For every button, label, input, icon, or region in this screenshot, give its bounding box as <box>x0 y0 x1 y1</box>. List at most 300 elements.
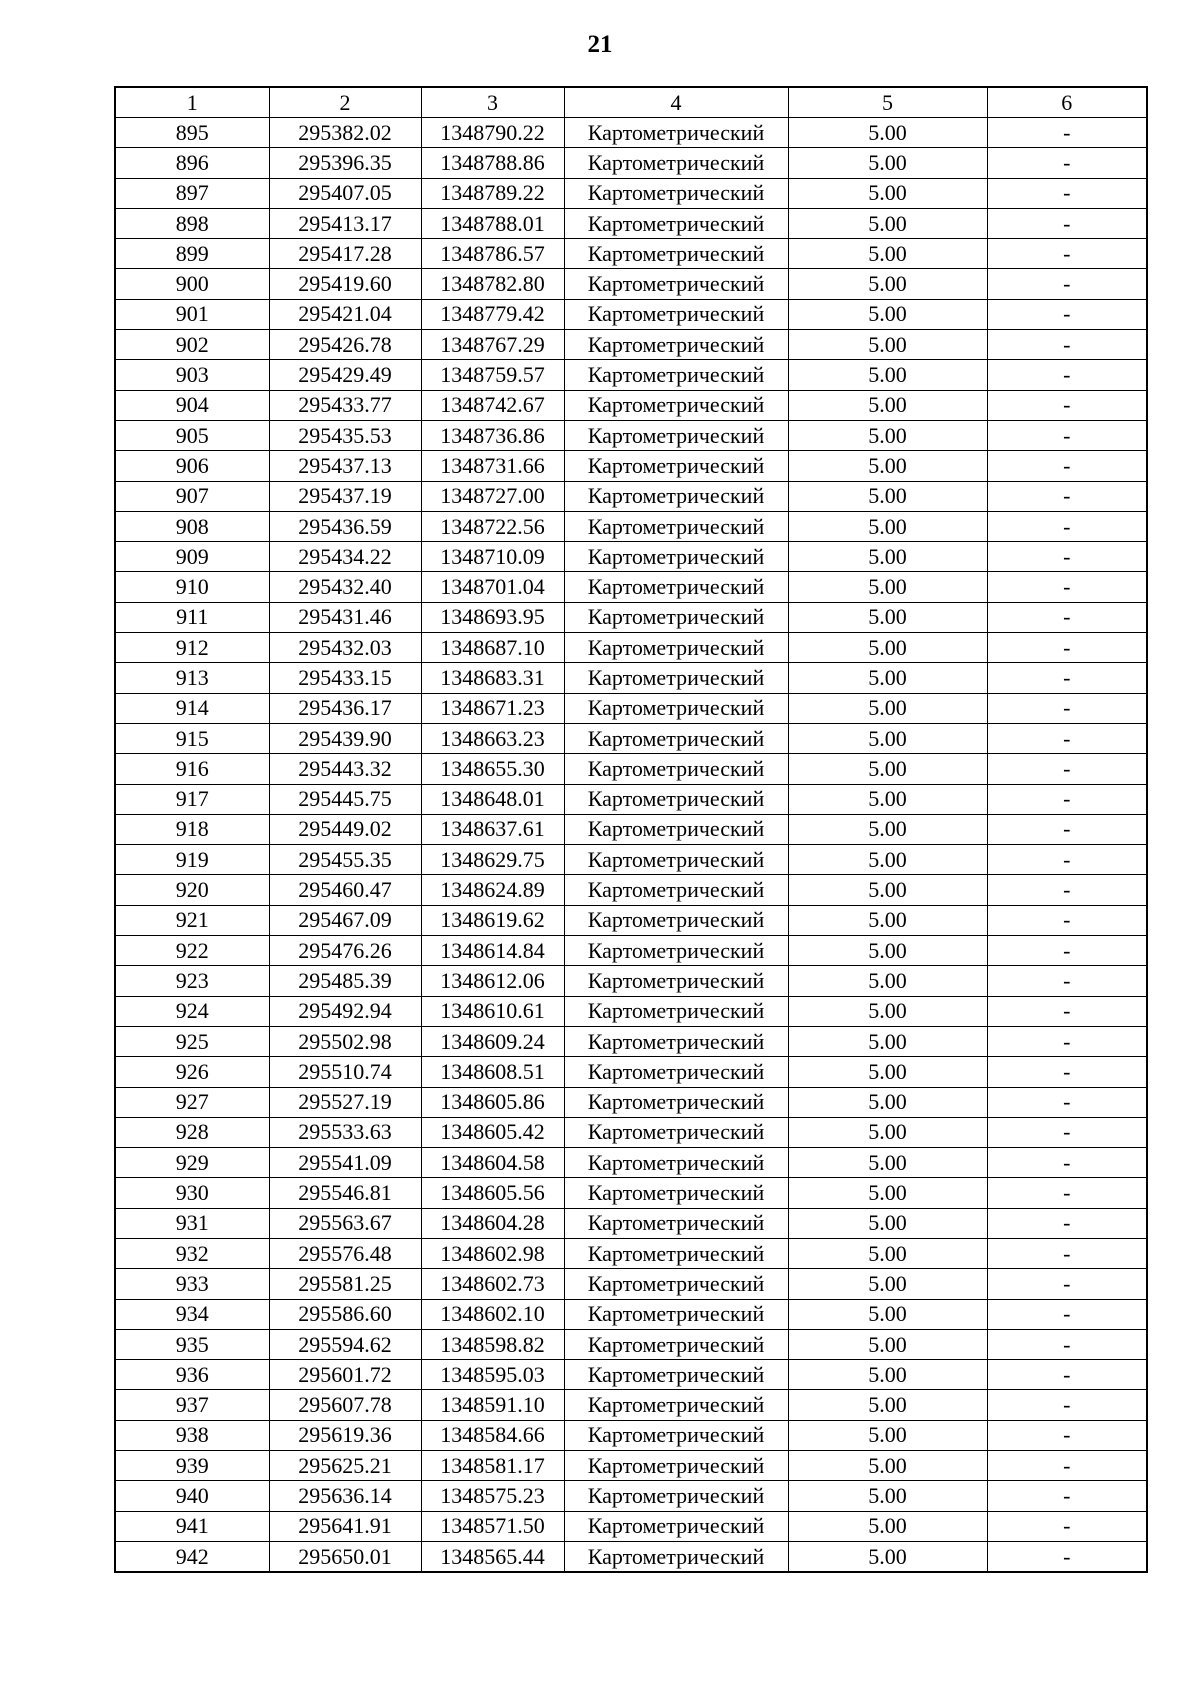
y-coordinate-cell: 1348565.44 <box>421 1541 564 1572</box>
point-number-cell: 905 <box>115 420 269 450</box>
point-number-cell: 931 <box>115 1208 269 1238</box>
table-row <box>115 996 1147 1026</box>
point-number-cell: 898 <box>115 208 269 238</box>
accuracy-cell: 5.00 <box>788 239 987 269</box>
point-number-cell: 908 <box>115 511 269 541</box>
y-coordinate-cell: 1348683.31 <box>421 663 564 693</box>
x-coordinate-cell: 295407.05 <box>269 178 421 208</box>
accuracy-cell: 5.00 <box>788 936 987 966</box>
x-coordinate-cell: 295449.02 <box>269 814 421 844</box>
y-coordinate-cell: 1348602.73 <box>421 1269 564 1299</box>
table-row <box>115 1269 1147 1299</box>
table-row <box>115 208 1147 238</box>
x-coordinate-cell: 295439.90 <box>269 723 421 753</box>
point-number-cell: 936 <box>115 1360 269 1390</box>
point-number-cell: 933 <box>115 1269 269 1299</box>
x-coordinate-cell: 295541.09 <box>269 1148 421 1178</box>
x-coordinate-cell: 295492.94 <box>269 996 421 1026</box>
x-coordinate-cell: 295426.78 <box>269 330 421 360</box>
x-coordinate-cell: 295435.53 <box>269 420 421 450</box>
note-cell: - <box>987 1238 1147 1268</box>
method-cell: Картометрический <box>564 1057 788 1087</box>
y-coordinate-cell: 1348779.42 <box>421 299 564 329</box>
x-coordinate-cell: 295502.98 <box>269 1026 421 1056</box>
point-number-cell: 923 <box>115 966 269 996</box>
table-row <box>115 754 1147 784</box>
point-number-cell: 942 <box>115 1541 269 1572</box>
table-row <box>115 966 1147 996</box>
accuracy-cell: 5.00 <box>788 148 987 178</box>
y-coordinate-cell: 1348782.80 <box>421 269 564 299</box>
y-coordinate-cell: 1348602.98 <box>421 1238 564 1268</box>
note-cell: - <box>987 1026 1147 1056</box>
table-row <box>115 511 1147 541</box>
x-coordinate-cell: 295433.15 <box>269 663 421 693</box>
y-coordinate-cell: 1348598.82 <box>421 1329 564 1359</box>
method-cell: Картометрический <box>564 1148 788 1178</box>
x-coordinate-cell: 295510.74 <box>269 1057 421 1087</box>
method-cell: Картометрический <box>564 269 788 299</box>
x-coordinate-cell: 295467.09 <box>269 905 421 935</box>
method-cell: Картометрический <box>564 754 788 784</box>
accuracy-cell: 5.00 <box>788 1208 987 1238</box>
point-number-cell: 938 <box>115 1420 269 1450</box>
method-cell: Картометрический <box>564 1178 788 1208</box>
table-row <box>115 1511 1147 1541</box>
note-cell: - <box>987 269 1147 299</box>
point-number-cell: 921 <box>115 905 269 935</box>
x-coordinate-cell: 295533.63 <box>269 1117 421 1147</box>
note-cell: - <box>987 1087 1147 1117</box>
x-coordinate-cell: 295619.36 <box>269 1420 421 1450</box>
y-coordinate-cell: 1348693.95 <box>421 602 564 632</box>
method-cell: Картометрический <box>564 178 788 208</box>
table-row <box>115 1057 1147 1087</box>
table-row <box>115 1451 1147 1481</box>
method-cell: Картометрический <box>564 1026 788 1056</box>
accuracy-cell: 5.00 <box>788 784 987 814</box>
point-number-cell: 902 <box>115 330 269 360</box>
x-coordinate-cell: 295460.47 <box>269 875 421 905</box>
y-coordinate-cell: 1348571.50 <box>421 1511 564 1541</box>
method-cell: Картометрический <box>564 481 788 511</box>
note-cell: - <box>987 239 1147 269</box>
note-cell: - <box>987 693 1147 723</box>
note-cell: - <box>987 1208 1147 1238</box>
method-cell: Картометрический <box>564 875 788 905</box>
x-coordinate-cell: 295436.59 <box>269 511 421 541</box>
x-coordinate-cell: 295527.19 <box>269 1087 421 1117</box>
table-row <box>115 602 1147 632</box>
y-coordinate-cell: 1348614.84 <box>421 936 564 966</box>
note-cell: - <box>987 1420 1147 1450</box>
note-cell: - <box>987 905 1147 935</box>
note-cell: - <box>987 966 1147 996</box>
y-coordinate-cell: 1348701.04 <box>421 572 564 602</box>
point-number-cell: 924 <box>115 996 269 1026</box>
y-coordinate-cell: 1348722.56 <box>421 511 564 541</box>
method-cell: Картометрический <box>564 572 788 602</box>
x-coordinate-cell: 295437.13 <box>269 451 421 481</box>
x-coordinate-cell: 295586.60 <box>269 1299 421 1329</box>
y-coordinate-cell: 1348610.61 <box>421 996 564 1026</box>
accuracy-cell: 5.00 <box>788 481 987 511</box>
accuracy-cell: 5.00 <box>788 754 987 784</box>
accuracy-cell: 5.00 <box>788 1026 987 1056</box>
x-coordinate-cell: 295382.02 <box>269 118 421 148</box>
accuracy-cell: 5.00 <box>788 996 987 1026</box>
accuracy-cell: 5.00 <box>788 966 987 996</box>
accuracy-cell: 5.00 <box>788 1420 987 1450</box>
table-row <box>115 1390 1147 1420</box>
method-cell: Картометрический <box>564 905 788 935</box>
x-coordinate-cell: 295417.28 <box>269 239 421 269</box>
method-cell: Картометрический <box>564 390 788 420</box>
table-row <box>115 239 1147 269</box>
method-cell: Картометрический <box>564 148 788 178</box>
accuracy-cell: 5.00 <box>788 390 987 420</box>
point-number-cell: 925 <box>115 1026 269 1056</box>
y-coordinate-cell: 1348788.01 <box>421 208 564 238</box>
point-number-cell: 927 <box>115 1087 269 1117</box>
point-number-cell: 910 <box>115 572 269 602</box>
method-cell: Картометрический <box>564 1238 788 1268</box>
note-cell: - <box>987 663 1147 693</box>
note-cell: - <box>987 1057 1147 1087</box>
method-cell: Картометрический <box>564 602 788 632</box>
accuracy-cell: 5.00 <box>788 420 987 450</box>
y-coordinate-cell: 1348581.17 <box>421 1451 564 1481</box>
method-cell: Картометрический <box>564 360 788 390</box>
y-coordinate-cell: 1348736.86 <box>421 420 564 450</box>
method-cell: Картометрический <box>564 1087 788 1117</box>
accuracy-cell: 5.00 <box>788 1117 987 1147</box>
x-coordinate-cell: 295429.49 <box>269 360 421 390</box>
point-number-cell: 928 <box>115 1117 269 1147</box>
point-number-cell: 906 <box>115 451 269 481</box>
table-row <box>115 1360 1147 1390</box>
point-number-cell: 929 <box>115 1148 269 1178</box>
table-row <box>115 723 1147 753</box>
table-row <box>115 1148 1147 1178</box>
table-row <box>115 936 1147 966</box>
accuracy-cell: 5.00 <box>788 1541 987 1572</box>
table-row <box>115 1541 1147 1572</box>
y-coordinate-cell: 1348731.66 <box>421 451 564 481</box>
note-cell: - <box>987 1299 1147 1329</box>
point-number-cell: 922 <box>115 936 269 966</box>
point-number-cell: 930 <box>115 1178 269 1208</box>
note-cell: - <box>987 1117 1147 1147</box>
accuracy-cell: 5.00 <box>788 905 987 935</box>
accuracy-cell: 5.00 <box>788 269 987 299</box>
note-cell: - <box>987 390 1147 420</box>
y-coordinate-cell: 1348619.62 <box>421 905 564 935</box>
method-cell: Картометрический <box>564 845 788 875</box>
accuracy-cell: 5.00 <box>788 1481 987 1511</box>
accuracy-cell: 5.00 <box>788 723 987 753</box>
column-header-2: 2 <box>269 87 421 118</box>
note-cell: - <box>987 451 1147 481</box>
table-row <box>115 663 1147 693</box>
method-cell: Картометрический <box>564 1511 788 1541</box>
table-row <box>115 451 1147 481</box>
x-coordinate-cell: 295485.39 <box>269 966 421 996</box>
note-cell: - <box>987 118 1147 148</box>
point-number-cell: 932 <box>115 1238 269 1268</box>
note-cell: - <box>987 996 1147 1026</box>
x-coordinate-cell: 295396.35 <box>269 148 421 178</box>
method-cell: Картометрический <box>564 814 788 844</box>
note-cell: - <box>987 1541 1147 1572</box>
point-number-cell: 941 <box>115 1511 269 1541</box>
x-coordinate-cell: 295432.03 <box>269 633 421 663</box>
accuracy-cell: 5.00 <box>788 330 987 360</box>
table-row <box>115 814 1147 844</box>
accuracy-cell: 5.00 <box>788 208 987 238</box>
accuracy-cell: 5.00 <box>788 663 987 693</box>
point-number-cell: 904 <box>115 390 269 420</box>
method-cell: Картометрический <box>564 936 788 966</box>
y-coordinate-cell: 1348767.29 <box>421 330 564 360</box>
accuracy-cell: 5.00 <box>788 1178 987 1208</box>
table-row <box>115 633 1147 663</box>
x-coordinate-cell: 295455.35 <box>269 845 421 875</box>
note-cell: - <box>987 784 1147 814</box>
point-number-cell: 913 <box>115 663 269 693</box>
accuracy-cell: 5.00 <box>788 360 987 390</box>
note-cell: - <box>987 845 1147 875</box>
x-coordinate-cell: 295421.04 <box>269 299 421 329</box>
method-cell: Картометрический <box>564 118 788 148</box>
method-cell: Картометрический <box>564 693 788 723</box>
table-row <box>115 148 1147 178</box>
table-row <box>115 572 1147 602</box>
note-cell: - <box>987 178 1147 208</box>
x-coordinate-cell: 295413.17 <box>269 208 421 238</box>
x-coordinate-cell: 295419.60 <box>269 269 421 299</box>
table-row <box>115 420 1147 450</box>
table-row <box>115 360 1147 390</box>
y-coordinate-cell: 1348604.58 <box>421 1148 564 1178</box>
point-number-cell: 895 <box>115 118 269 148</box>
method-cell: Картометрический <box>564 1451 788 1481</box>
x-coordinate-cell: 295594.62 <box>269 1329 421 1359</box>
table-row <box>115 269 1147 299</box>
x-coordinate-cell: 295563.67 <box>269 1208 421 1238</box>
note-cell: - <box>987 723 1147 753</box>
table-row <box>115 299 1147 329</box>
column-header-3: 3 <box>421 87 564 118</box>
y-coordinate-cell: 1348742.67 <box>421 390 564 420</box>
accuracy-cell: 5.00 <box>788 451 987 481</box>
table-row <box>115 845 1147 875</box>
note-cell: - <box>987 360 1147 390</box>
table-row <box>115 390 1147 420</box>
table-row <box>115 1208 1147 1238</box>
accuracy-cell: 5.00 <box>788 542 987 572</box>
accuracy-cell: 5.00 <box>788 1390 987 1420</box>
y-coordinate-cell: 1348608.51 <box>421 1057 564 1087</box>
note-cell: - <box>987 1148 1147 1178</box>
y-coordinate-cell: 1348671.23 <box>421 693 564 723</box>
note-cell: - <box>987 936 1147 966</box>
accuracy-cell: 5.00 <box>788 1511 987 1541</box>
note-cell: - <box>987 299 1147 329</box>
x-coordinate-cell: 295443.32 <box>269 754 421 784</box>
table-row <box>115 1087 1147 1117</box>
x-coordinate-cell: 295437.19 <box>269 481 421 511</box>
y-coordinate-cell: 1348687.10 <box>421 633 564 663</box>
method-cell: Картометрический <box>564 723 788 753</box>
column-header-6: 6 <box>987 87 1147 118</box>
point-number-cell: 917 <box>115 784 269 814</box>
y-coordinate-cell: 1348609.24 <box>421 1026 564 1056</box>
table-row <box>115 481 1147 511</box>
accuracy-cell: 5.00 <box>788 1057 987 1087</box>
accuracy-cell: 5.00 <box>788 602 987 632</box>
note-cell: - <box>987 542 1147 572</box>
y-coordinate-cell: 1348637.61 <box>421 814 564 844</box>
point-number-cell: 916 <box>115 754 269 784</box>
accuracy-cell: 5.00 <box>788 511 987 541</box>
accuracy-cell: 5.00 <box>788 299 987 329</box>
x-coordinate-cell: 295436.17 <box>269 693 421 723</box>
table-row <box>115 178 1147 208</box>
note-cell: - <box>987 633 1147 663</box>
y-coordinate-cell: 1348648.01 <box>421 784 564 814</box>
y-coordinate-cell: 1348759.57 <box>421 360 564 390</box>
method-cell: Картометрический <box>564 996 788 1026</box>
point-number-cell: 935 <box>115 1329 269 1359</box>
table-row <box>115 1026 1147 1056</box>
method-cell: Картометрический <box>564 784 788 814</box>
note-cell: - <box>987 208 1147 238</box>
table-row <box>115 875 1147 905</box>
x-coordinate-cell: 295650.01 <box>269 1541 421 1572</box>
note-cell: - <box>987 1360 1147 1390</box>
table-row <box>115 905 1147 935</box>
table-row <box>115 1329 1147 1359</box>
point-number-cell: 914 <box>115 693 269 723</box>
method-cell: Картометрический <box>564 1269 788 1299</box>
accuracy-cell: 5.00 <box>788 1148 987 1178</box>
y-coordinate-cell: 1348575.23 <box>421 1481 564 1511</box>
table-row <box>115 1420 1147 1450</box>
table-row <box>115 1238 1147 1268</box>
y-coordinate-cell: 1348604.28 <box>421 1208 564 1238</box>
point-number-cell: 896 <box>115 148 269 178</box>
point-number-cell: 900 <box>115 269 269 299</box>
table-row <box>115 1481 1147 1511</box>
y-coordinate-cell: 1348788.86 <box>421 148 564 178</box>
point-number-cell: 940 <box>115 1481 269 1511</box>
x-coordinate-cell: 295431.46 <box>269 602 421 632</box>
method-cell: Картометрический <box>564 451 788 481</box>
x-coordinate-cell: 295445.75 <box>269 784 421 814</box>
accuracy-cell: 5.00 <box>788 1299 987 1329</box>
header-row <box>115 87 1147 118</box>
accuracy-cell: 5.00 <box>788 814 987 844</box>
method-cell: Картометрический <box>564 1541 788 1572</box>
method-cell: Картометрический <box>564 299 788 329</box>
note-cell: - <box>987 814 1147 844</box>
point-number-cell: 907 <box>115 481 269 511</box>
note-cell: - <box>987 1329 1147 1359</box>
y-coordinate-cell: 1348595.03 <box>421 1360 564 1390</box>
y-coordinate-cell: 1348790.22 <box>421 118 564 148</box>
method-cell: Картометрический <box>564 1481 788 1511</box>
point-number-cell: 919 <box>115 845 269 875</box>
coordinates-table <box>114 86 1148 1573</box>
method-cell: Картометрический <box>564 1299 788 1329</box>
note-cell: - <box>987 1481 1147 1511</box>
method-cell: Картометрический <box>564 1117 788 1147</box>
column-header-1: 1 <box>115 87 269 118</box>
method-cell: Картометрический <box>564 1208 788 1238</box>
method-cell: Картометрический <box>564 633 788 663</box>
y-coordinate-cell: 1348789.22 <box>421 178 564 208</box>
y-coordinate-cell: 1348612.06 <box>421 966 564 996</box>
x-coordinate-cell: 295641.91 <box>269 1511 421 1541</box>
x-coordinate-cell: 295601.72 <box>269 1360 421 1390</box>
table-row <box>115 118 1147 148</box>
method-cell: Картометрический <box>564 208 788 238</box>
method-cell: Картометрический <box>564 663 788 693</box>
point-number-cell: 934 <box>115 1299 269 1329</box>
y-coordinate-cell: 1348786.57 <box>421 239 564 269</box>
accuracy-cell: 5.00 <box>788 693 987 723</box>
accuracy-cell: 5.00 <box>788 1329 987 1359</box>
accuracy-cell: 5.00 <box>788 633 987 663</box>
table-body <box>115 118 1147 1573</box>
note-cell: - <box>987 420 1147 450</box>
accuracy-cell: 5.00 <box>788 1269 987 1299</box>
point-number-cell: 926 <box>115 1057 269 1087</box>
accuracy-cell: 5.00 <box>788 572 987 602</box>
accuracy-cell: 5.00 <box>788 1360 987 1390</box>
accuracy-cell: 5.00 <box>788 1451 987 1481</box>
method-cell: Картометрический <box>564 542 788 572</box>
x-coordinate-cell: 295581.25 <box>269 1269 421 1299</box>
point-number-cell: 920 <box>115 875 269 905</box>
table-row <box>115 542 1147 572</box>
table-row <box>115 784 1147 814</box>
y-coordinate-cell: 1348602.10 <box>421 1299 564 1329</box>
y-coordinate-cell: 1348605.42 <box>421 1117 564 1147</box>
table-row <box>115 1178 1147 1208</box>
point-number-cell: 909 <box>115 542 269 572</box>
x-coordinate-cell: 295546.81 <box>269 1178 421 1208</box>
table-row <box>115 693 1147 723</box>
y-coordinate-cell: 1348629.75 <box>421 845 564 875</box>
method-cell: Картометрический <box>564 966 788 996</box>
point-number-cell: 915 <box>115 723 269 753</box>
note-cell: - <box>987 1511 1147 1541</box>
method-cell: Картометрический <box>564 511 788 541</box>
x-coordinate-cell: 295432.40 <box>269 572 421 602</box>
table-header <box>115 87 1147 118</box>
column-header-5: 5 <box>788 87 987 118</box>
point-number-cell: 899 <box>115 239 269 269</box>
method-cell: Картометрический <box>564 1329 788 1359</box>
method-cell: Картометрический <box>564 1390 788 1420</box>
method-cell: Картометрический <box>564 330 788 360</box>
note-cell: - <box>987 754 1147 784</box>
method-cell: Картометрический <box>564 1420 788 1450</box>
point-number-cell: 903 <box>115 360 269 390</box>
method-cell: Картометрический <box>564 1360 788 1390</box>
